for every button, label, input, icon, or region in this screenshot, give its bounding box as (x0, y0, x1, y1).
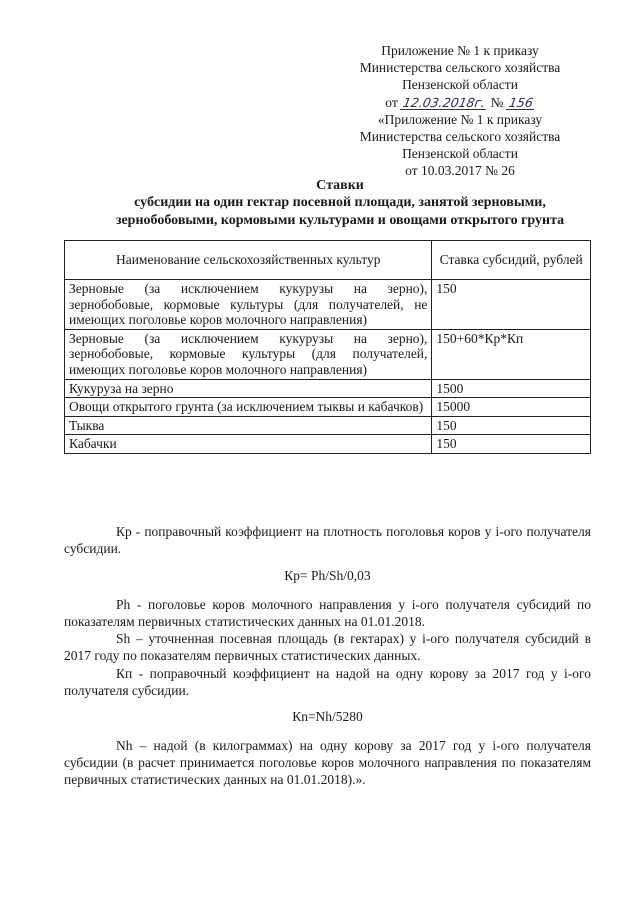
rate-cell: 1500 (432, 379, 591, 398)
note-nh-definition: Nh – надой (в килограммах) на одну корову за 2017 год у i-ого получателя субсидии (в расчет принимается поголовье коров молочного направления по показателям первичных статистических данных на 01.01.2018).». (64, 738, 591, 787)
formula-kr: Кр= Ph/Sh/0,03 (284, 568, 371, 583)
header-line-8: от 10.03.2017 № 26 (405, 163, 515, 179)
header-line-2: Министерства сельского хозяйства (359, 60, 561, 76)
header-line-3: Пензенской области (402, 77, 518, 93)
table-row (65, 398, 591, 417)
appendix-header (330, 42, 590, 180)
rate-cell: 150 (432, 280, 591, 330)
header-number-sign: № (490, 94, 504, 110)
table-row (65, 435, 591, 454)
header-line-1: Приложение № 1 к приказу (381, 43, 539, 58)
subtitle-line-1: субсидии на один гектар посевной площади, занятой зерновыми, (134, 195, 546, 210)
crop-name-cell: Кукуруза на зерно (65, 379, 432, 398)
header-date-line (330, 94, 590, 111)
formula-kn: Кn=Nh/5280 (292, 709, 363, 724)
header-line-6: Министерства сельского хозяйства (359, 129, 561, 145)
header-line-5: «Приложение № 1 к приказу (377, 111, 543, 127)
table-header-row (65, 241, 591, 280)
note-kn-definition: Кп - поправочный коэффициент на надой на одну корову за 2017 год у i-ого получателя субсидии. (64, 666, 591, 698)
rate-cell: 150 (432, 416, 591, 435)
handwritten-number: 156 (507, 94, 535, 110)
header-line-7: Пензенской области (402, 146, 518, 162)
column-header-rate: Ставка субсидий, рублей (432, 241, 591, 280)
rate-cell: 150 (432, 435, 591, 454)
crop-name-cell: Зерновые (за исключением кукурузы на зерно), зернобобовые, кормовые культуры (для получателей, имеющих поголовье коров молочного направления) (65, 329, 432, 379)
table-row (65, 379, 591, 398)
subsidy-rates-table (64, 240, 591, 454)
column-header-crop: Наименование сельскохозяйственных культур (65, 241, 432, 280)
crop-name-cell: Овощи открытого грунта (за исключением тыквы и кабачков) (65, 398, 432, 417)
document-subtitle (60, 194, 620, 229)
header-date-prefix: от (385, 94, 398, 110)
note-kr-definition: Кр - поправочный коэффициент на плотность поголовья коров у i-ого получателя субсидии. (64, 524, 591, 556)
handwritten-date: 12.03.2018г. (401, 94, 487, 110)
table-row (65, 329, 591, 379)
document-title: Ставки (316, 178, 364, 193)
table-row (65, 280, 591, 330)
rate-cell: 150+60*Кр*Кп (432, 329, 591, 379)
table-row (65, 416, 591, 435)
rate-cell: 15000 (432, 398, 591, 417)
subtitle-line-2: зернобобовыми, кормовыми культурами и овощами открытого грунта (115, 212, 565, 228)
note-ph-definition: Ph - поголовье коров молочного направления у i-ого получателя субсидий по показателям первичных статистических данных на 01.01.2018. (64, 597, 591, 629)
crop-name-cell: Тыква (65, 416, 432, 435)
crop-name-cell: Кабачки (65, 435, 432, 454)
crop-name-cell: Зерновые (за исключением кукурузы на зерно), зернобобовые, кормовые культуры (для получателей, не имеющих поголовье коров молочного направления) (65, 280, 432, 330)
note-sh-definition: Sh – уточненная посевная площадь (в гектарах) у i-ого получателя субсидий в 2017 году по показателям первичных статистических данных. (64, 631, 591, 663)
